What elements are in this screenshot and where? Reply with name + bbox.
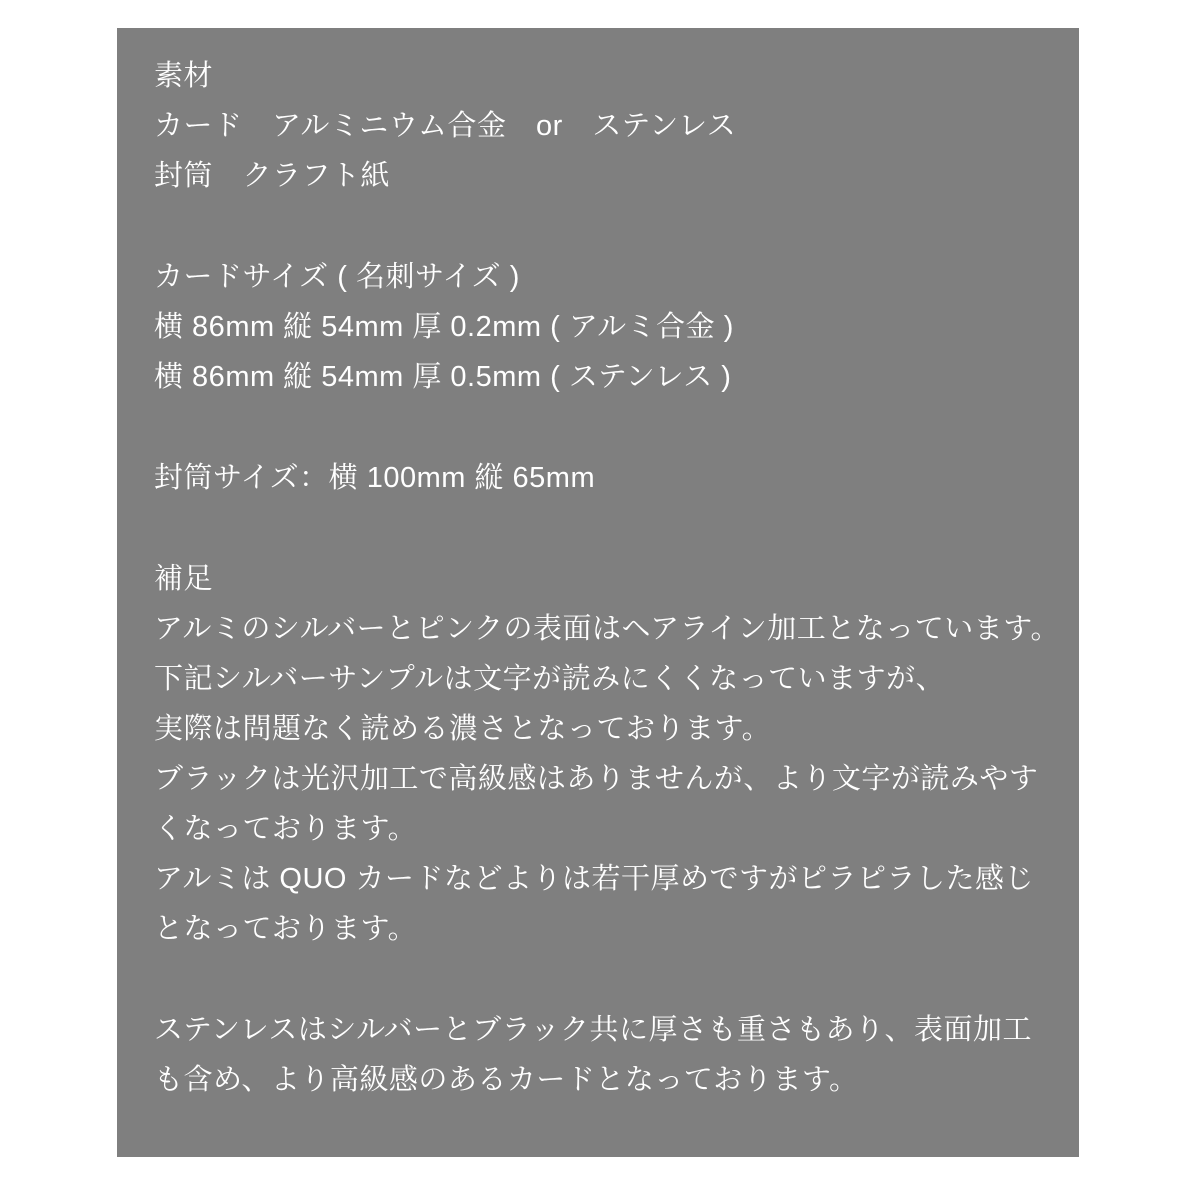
notes-line-6: アルミは QUO カードなどよりは若干厚めですがピラピラした感じ xyxy=(154,863,1035,895)
notes-line-1: アルミのシルバーとピンクの表面はヘアライン加工となっています。 xyxy=(154,613,1060,645)
notes-line-2: 下記シルバーサンプルは文字が読みにくくなっていますが、 xyxy=(154,663,946,695)
notes-line-5: くなっております。 xyxy=(154,813,418,845)
card-size-stainless-line: 横 86mm 縦 54mm 厚 0.5mm ( ステンレス ) xyxy=(154,361,732,393)
notes-line-3: 実際は問題なく読める濃さとなっております。 xyxy=(154,713,772,745)
description-panel xyxy=(117,28,1079,1157)
envelope-size-line: 封筒サイズ：横 100mm 縦 65mm xyxy=(154,462,596,494)
card-size-heading: カードサイズ ( 名刺サイズ ) xyxy=(154,261,520,293)
section-envelope-size xyxy=(154,453,1069,503)
material-heading: 素材 xyxy=(154,60,214,92)
stainless-note-line-1: ステンレスはシルバーとブラック共に厚さも重さもあり、表面加工 xyxy=(154,1014,1033,1046)
section-stainless-note xyxy=(154,1005,1069,1105)
notes-line-4: ブラックは光沢加工で高級感はありませんが、より文字が読みやす xyxy=(154,763,1039,795)
notes-line-7: となっております。 xyxy=(154,913,418,945)
stainless-note-line-2: も含め、より高級感のあるカードとなっております。 xyxy=(154,1064,859,1096)
material-card-line: カード アルミニウム合金 or ステンレス xyxy=(154,110,737,142)
material-envelope-line: 封筒 クラフト紙 xyxy=(154,160,391,192)
section-card-size xyxy=(154,252,1069,402)
card-size-aluminum-line: 横 86mm 縦 54mm 厚 0.2mm ( アルミ合金 ) xyxy=(154,311,734,343)
notes-heading: 補足 xyxy=(154,563,214,595)
section-notes xyxy=(154,554,1069,954)
section-material xyxy=(154,51,1069,201)
